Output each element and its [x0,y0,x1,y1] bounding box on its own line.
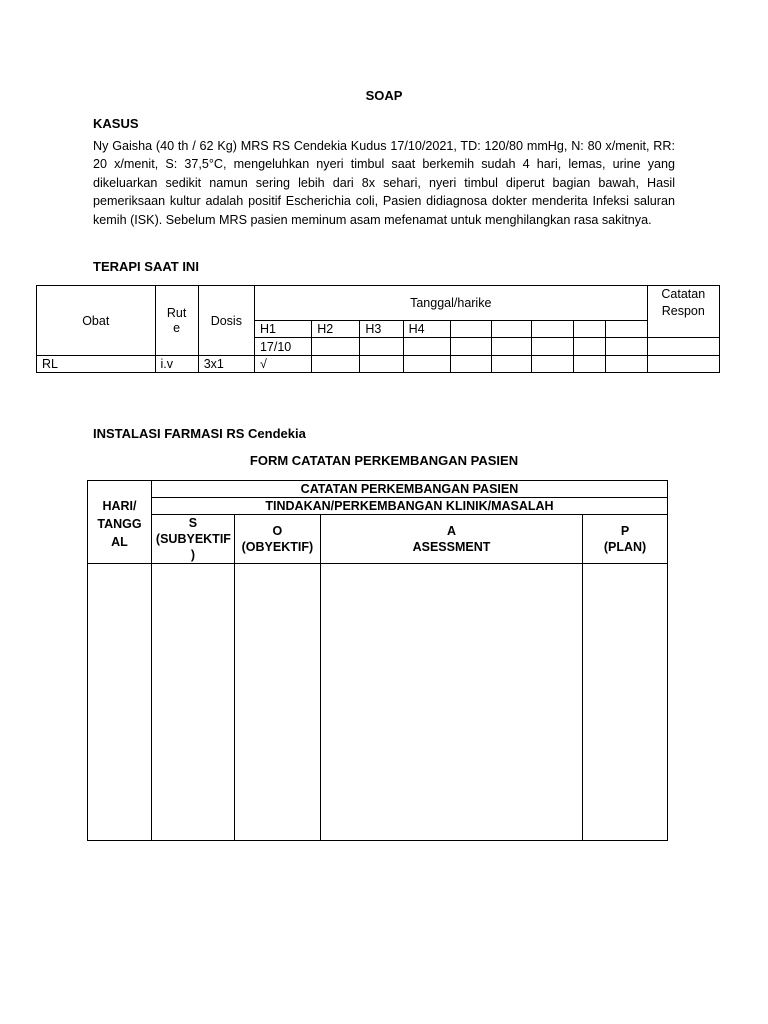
col-header-dosis: Dosis [198,286,254,356]
day-cell [360,356,403,373]
day-label [450,321,491,338]
col-header-o: O (OBYEKTIF) [234,515,320,564]
table-row [88,564,668,841]
col-header-p: P (PLAN) [583,515,668,564]
institution-heading: INSTALASI FARMASI RS Cendekia [93,426,306,441]
col-header-catatan: Catatan Respon [647,286,719,338]
header-sub: TINDAKAN/PERKEMBANGAN KLINIK/MASALAH [151,498,667,515]
day-cell [606,356,647,373]
header-main: CATATAN PERKEMBANGAN PASIEN [151,481,667,498]
day-label: H3 [360,321,403,338]
col-header-tanggal: Tanggal/harike [254,286,647,321]
day-cell [491,356,531,373]
catatan-cell [647,356,719,373]
col-header-rute: Rut e [155,286,198,356]
day-cell: √ [254,356,311,373]
document-title: SOAP [365,88,403,103]
therapy-table [36,285,720,373]
day-cell [450,356,491,373]
p-entry-cell [583,564,668,841]
date-cell: 17/10 [254,338,311,356]
date-cell [403,338,450,356]
day-label: H1 [254,321,311,338]
day-label [606,321,647,338]
date-cell [606,338,647,356]
day-label: H2 [312,321,360,338]
table-row [37,356,720,373]
date-cell [312,338,360,356]
a-entry-cell [320,564,582,841]
case-description: Ny Gaisha (40 th / 62 Kg) MRS RS Cendekia Kudus 17/10/2021, TD: 120/80 mmHg, N: 80 x/menit, RR: 20 x/menit, S: 37,5°C, mengeluhkan nyeri timbul saat berkemih sudah 4 hari, lemas, urine yang dikeluarkan sedikit namun sering lebih dari 8x sehari, nyeri timbul diperut bagian bawah, Hasil pemeriksaan kultur adalah positif Escherichia coli, Pasien didiagnosa dokter menderita Infeksi saluran kemih (ISK). Sebelum MRS pasien meminum asam mefenamat untuk menghilangkan rasa sakitnya. [93,139,675,227]
date-cell [450,338,491,356]
day-label [491,321,531,338]
day-label [532,321,574,338]
o-entry-cell [234,564,320,841]
day-cell [312,356,360,373]
case-heading: KASUS [93,116,139,131]
day-cell [532,356,574,373]
form-title: FORM CATATAN PERKEMBANGAN PASIEN [249,453,519,468]
s-entry-cell [151,564,234,841]
date-cell [532,338,574,356]
dosis-cell: 3x1 [198,356,254,373]
col-header-obat: Obat [37,286,156,356]
col-header-a: A ASESSMENT [320,515,582,564]
date-cell [491,338,531,356]
day-label [574,321,606,338]
date-cell [574,338,606,356]
date-cell [360,338,403,356]
obat-cell: RL [37,356,156,373]
therapy-heading: TERAPI SAAT INI [93,259,199,274]
progress-table [87,480,668,841]
day-cell [403,356,450,373]
date-entry-cell [88,564,152,841]
catatan-cell [647,338,719,356]
col-header-date: HARI/ TANGG AL [88,481,152,564]
rute-cell: i.v [155,356,198,373]
day-label: H4 [403,321,450,338]
col-header-s: S (SUBYEKTIF ) [151,515,234,564]
day-cell [574,356,606,373]
